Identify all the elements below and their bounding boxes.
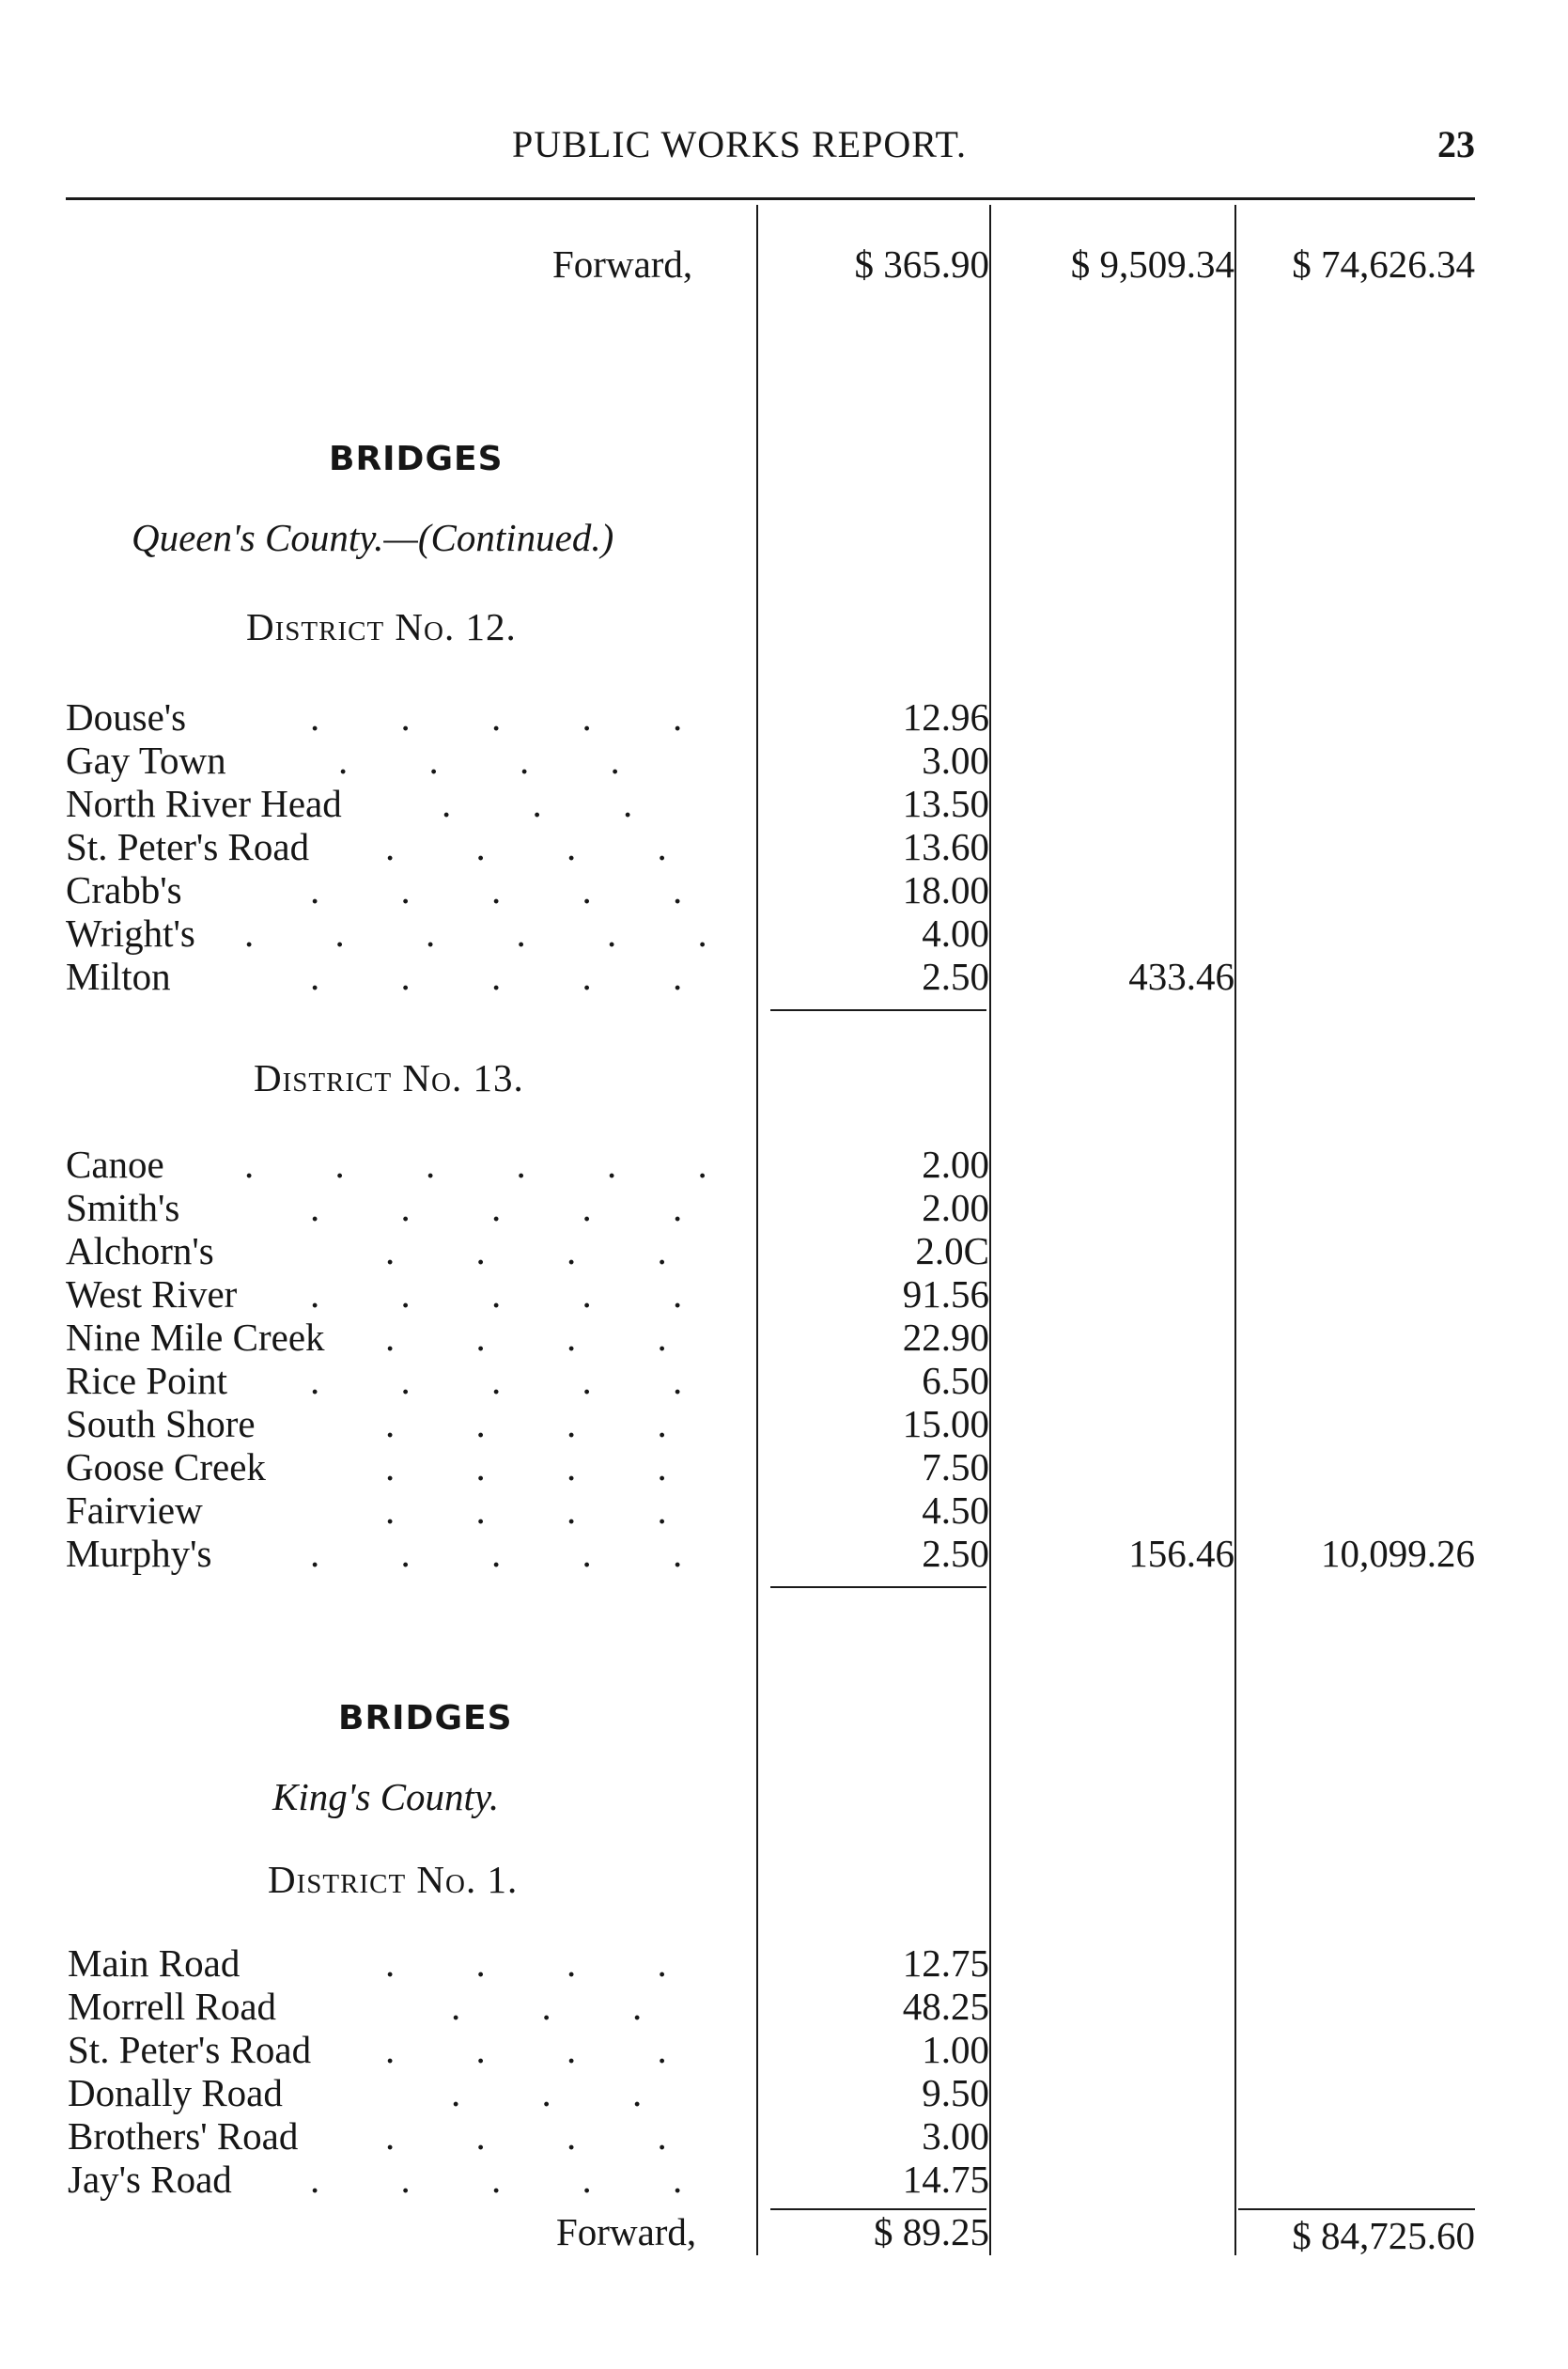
list-item-amount: 13.50 xyxy=(902,782,989,825)
list-item-name: Jay's Road xyxy=(68,2158,232,2201)
county-heading-kings: King's County. xyxy=(272,1775,500,1818)
district-13-total-rule xyxy=(770,1586,986,1588)
section-heading-bridges-kings: BRIDGES xyxy=(338,1699,513,1738)
list-item-amount: 2.0C xyxy=(915,1229,989,1272)
district-1-title: District No. 1. xyxy=(268,1858,519,1901)
district-12-total-rule xyxy=(770,1009,986,1011)
list-item-name: Brothers' Road xyxy=(68,2114,299,2158)
list-item-name: Gay Town xyxy=(66,739,226,782)
list-item-name: St. Peter's Road xyxy=(66,825,310,868)
list-item-amount: 12.75 xyxy=(902,1941,989,1985)
list-item-name: Main Road xyxy=(68,1941,241,1985)
list-item-name: Crabb's xyxy=(66,868,182,912)
list-item-name: Goose Creek xyxy=(66,1445,266,1488)
list-item-name: Nine Mile Creek xyxy=(66,1316,325,1359)
page-header-title: PUBLIC WORKS REPORT. xyxy=(512,123,967,165)
column-rule-2 xyxy=(989,205,991,2255)
list-item-amount: 14.75 xyxy=(902,2158,989,2201)
list-item-name: Smith's xyxy=(66,1186,180,1229)
list-item-name: Rice Point xyxy=(66,1359,227,1402)
list-item-name: Alchorn's xyxy=(66,1229,214,1272)
list-item-name: Murphy's xyxy=(66,1532,212,1575)
list-item-amount: 3.00 xyxy=(922,2114,989,2158)
list-item-amount: 2.50 xyxy=(922,1532,989,1575)
col3-total-rule xyxy=(1238,2208,1475,2210)
district-13-title: District No. 13. xyxy=(254,1056,524,1099)
list-item-name: North River Head xyxy=(66,782,342,825)
list-item-amount: 1.00 xyxy=(922,2028,989,2071)
list-item-name: Donally Road xyxy=(68,2071,283,2114)
district-12-title: District No. 12. xyxy=(246,605,517,648)
list-item-amount: 3.00 xyxy=(922,739,989,782)
list-item-amount: 15.00 xyxy=(902,1402,989,1445)
forward-top-label: Forward, xyxy=(552,242,693,286)
list-item-name: Milton xyxy=(66,955,171,998)
list-item-amount: 18.00 xyxy=(902,868,989,912)
column-rule-3 xyxy=(1234,205,1236,2255)
list-item-amount: 48.25 xyxy=(902,1985,989,2028)
district-12-subtotal: 433.46 xyxy=(1128,955,1234,998)
list-item-amount: 7.50 xyxy=(922,1445,989,1488)
county-heading-queens: Queen's County.—(Continued.) xyxy=(132,516,614,559)
queens-county-total: 10,099.26 xyxy=(1321,1532,1475,1575)
list-item-name: West River xyxy=(66,1272,238,1316)
column-rule-1 xyxy=(756,205,758,2255)
list-item-amount: 4.00 xyxy=(922,912,989,955)
list-item-name: South Shore xyxy=(66,1402,256,1445)
list-item-amount: 12.96 xyxy=(902,695,989,739)
list-item-amount: 6.50 xyxy=(922,1359,989,1402)
list-item-amount: 4.50 xyxy=(922,1488,989,1532)
list-item-amount: 2.00 xyxy=(922,1186,989,1229)
list-item-name: Canoe xyxy=(66,1143,164,1186)
list-item-name: Douse's xyxy=(66,695,187,739)
page-number: 23 xyxy=(1437,123,1475,165)
forward-top-col2: $ 9,509.34 xyxy=(1070,242,1234,286)
header-rule xyxy=(66,197,1475,200)
list-item-name: Morrell Road xyxy=(68,1985,277,2028)
section-heading-bridges-queens: BRIDGES xyxy=(329,440,504,478)
district-13-subtotal: 156.46 xyxy=(1128,1532,1234,1575)
forward-bottom-col1: $ 89.25 xyxy=(874,2210,989,2253)
list-item-name: Wright's xyxy=(66,912,195,955)
list-item-amount: 22.90 xyxy=(902,1316,989,1359)
list-item-name: Fairview xyxy=(66,1488,203,1532)
list-item-amount: 2.50 xyxy=(922,955,989,998)
forward-bottom-label: Forward, xyxy=(556,2210,697,2253)
forward-top-col3: $ 74,626.34 xyxy=(1292,242,1475,286)
list-item-amount: 9.50 xyxy=(922,2071,989,2114)
list-item-amount: 13.60 xyxy=(902,825,989,868)
forward-bottom-col3: $ 84,725.60 xyxy=(1292,2214,1475,2257)
list-item-amount: 2.00 xyxy=(922,1143,989,1186)
forward-top-col1: $ 365.90 xyxy=(854,242,989,286)
list-item-amount: 91.56 xyxy=(902,1272,989,1316)
list-item-name: St. Peter's Road xyxy=(68,2028,312,2071)
